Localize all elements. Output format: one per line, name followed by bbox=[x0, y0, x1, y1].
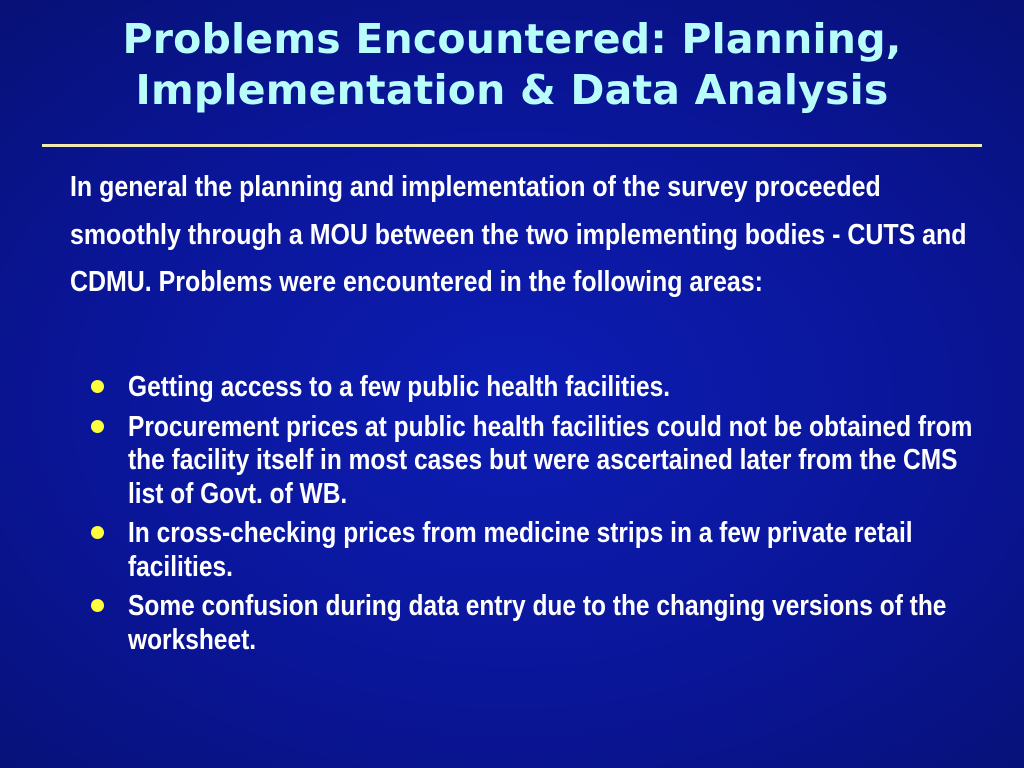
slide-title-line-2: Implementation & Data Analysis bbox=[135, 66, 889, 114]
bullet-item bbox=[0, 590, 1024, 657]
slide-title bbox=[0, 14, 1024, 116]
bullet-dot-icon bbox=[91, 420, 104, 433]
title-divider bbox=[42, 144, 982, 147]
bullet-text: Getting access to a few public health facilities. bbox=[128, 371, 671, 403]
bullet-text: Procurement prices at public health facilities could not be obtained from the facility itself in most cases but were ascertained later from the CMS list of Govt. of WB. bbox=[128, 410, 973, 510]
bullet-item bbox=[0, 517, 1024, 584]
intro-paragraph: In general the planning and implementation of the survey proceeded smoothly through a MOU between the two implementing bodies - CUTS and CDMU. Problems were encountered in the following areas: bbox=[70, 171, 967, 298]
bullet-item bbox=[0, 371, 1024, 405]
bullet-dot-icon bbox=[91, 526, 104, 539]
bullet-text: In cross-checking prices from medicine strips in a few private retail facilities. bbox=[128, 517, 913, 583]
bullet-dot-icon bbox=[91, 599, 104, 612]
bullet-dot-icon bbox=[91, 380, 104, 393]
slide-title-line-1: Problems Encountered: Planning, bbox=[122, 15, 902, 63]
bullet-text: Some confusion during data entry due to the changing versions of the worksheet. bbox=[128, 590, 947, 656]
bullet-list bbox=[0, 371, 1024, 663]
bullet-item bbox=[0, 411, 1024, 512]
